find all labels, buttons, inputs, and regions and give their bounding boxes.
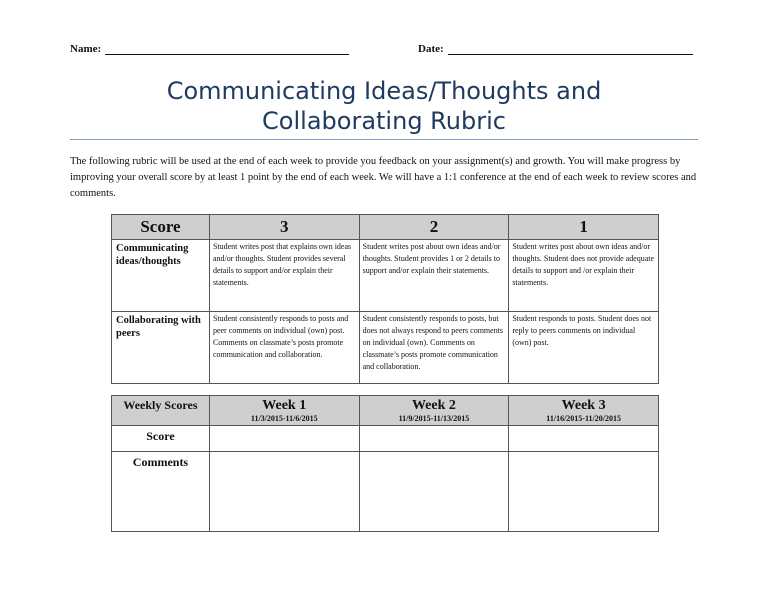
date-field — [418, 43, 693, 55]
intro-paragraph: The following rubric will be used at the end of each week to provide you feedback on your assignment(s) and growth. You will make progress by improving your overall score by at least 1 point by the end of each week. We will have a 1:1 conference at the end of each week to review scores and comments. — [70, 156, 697, 199]
name-blank-line[interactable] — [105, 43, 349, 55]
week-1-header — [209, 396, 359, 426]
week-1-dates: 11/3/2015-11/6/2015 — [250, 414, 318, 423]
date-label: Date: — [418, 43, 444, 55]
week-3-score-cell[interactable] — [509, 426, 659, 452]
week-3-name: Week 3 — [561, 398, 606, 413]
criterion-communicating: Communicating ideas/thoughts — [112, 240, 210, 312]
rubric-cell: Student consistently responds to posts and peer comments on individual (own) post. Comments on classmate’s posts promote communication and collaboration. — [209, 312, 359, 384]
week-1-name: Week 1 — [262, 398, 307, 413]
weekly-score-row — [112, 426, 659, 452]
rubric-header-3: 3 — [209, 215, 359, 240]
rubric-cell: Student responds to posts. Student does not reply to peers comments on individual (own) post. — [509, 312, 659, 384]
weekly-scores-label: Weekly Scores — [112, 396, 210, 426]
rubric-header-2: 2 — [359, 215, 509, 240]
date-blank-line[interactable] — [448, 43, 693, 55]
rubric-header-1: 1 — [509, 215, 659, 240]
week-2-header — [359, 396, 509, 426]
week-1-score-cell[interactable] — [209, 426, 359, 452]
rubric-header-row — [112, 215, 659, 240]
weekly-scores-table — [111, 395, 659, 532]
week-1-comments-cell[interactable] — [209, 452, 359, 532]
week-2-name: Week 2 — [411, 398, 456, 413]
rubric-cell: Student consistently responds to posts, but does not always respond to peers comments on individual (own). Comments on classmate’s posts promote communication and collaboration. — [359, 312, 509, 384]
weekly-comments-row — [112, 452, 659, 532]
title-line-2: Collaborating Rubric — [262, 107, 506, 135]
score-row-label: Score — [112, 426, 210, 452]
rubric-table — [111, 214, 659, 384]
rubric-cell: Student writes post that explains own ideas and/or thoughts. Student provides several details to support and/or explain their statements. — [209, 240, 359, 312]
title-line-1: Communicating Ideas/Thoughts and — [166, 77, 602, 105]
rubric-cell: Student writes post about own ideas and/or thoughts. Student does not provide adequate details to support and /or explain their statements. — [509, 240, 659, 312]
week-2-dates: 11/9/2015-11/13/2015 — [398, 414, 470, 423]
week-3-header — [509, 396, 659, 426]
rubric-row-collaborating — [112, 312, 659, 384]
rubric-cell: Student writes post about own ideas and/or thoughts. Student provides 1 or 2 details to support and/or explain their statements. — [359, 240, 509, 312]
week-3-dates: 11/16/2015-11/20/2015 — [546, 414, 621, 423]
week-2-score-cell[interactable] — [359, 426, 509, 452]
criterion-collaborating: Collaborating with peers — [112, 312, 210, 384]
rubric-row-communicating — [112, 240, 659, 312]
header-fields — [70, 43, 700, 59]
week-3-comments-cell[interactable] — [509, 452, 659, 532]
page-title — [70, 76, 698, 136]
name-label: Name: — [70, 43, 102, 55]
comments-row-label: Comments — [112, 452, 210, 532]
name-field — [70, 43, 349, 55]
rubric-header-score: Score — [112, 215, 210, 240]
weekly-header-row — [112, 396, 659, 426]
title-divider — [70, 139, 698, 140]
week-2-comments-cell[interactable] — [359, 452, 509, 532]
